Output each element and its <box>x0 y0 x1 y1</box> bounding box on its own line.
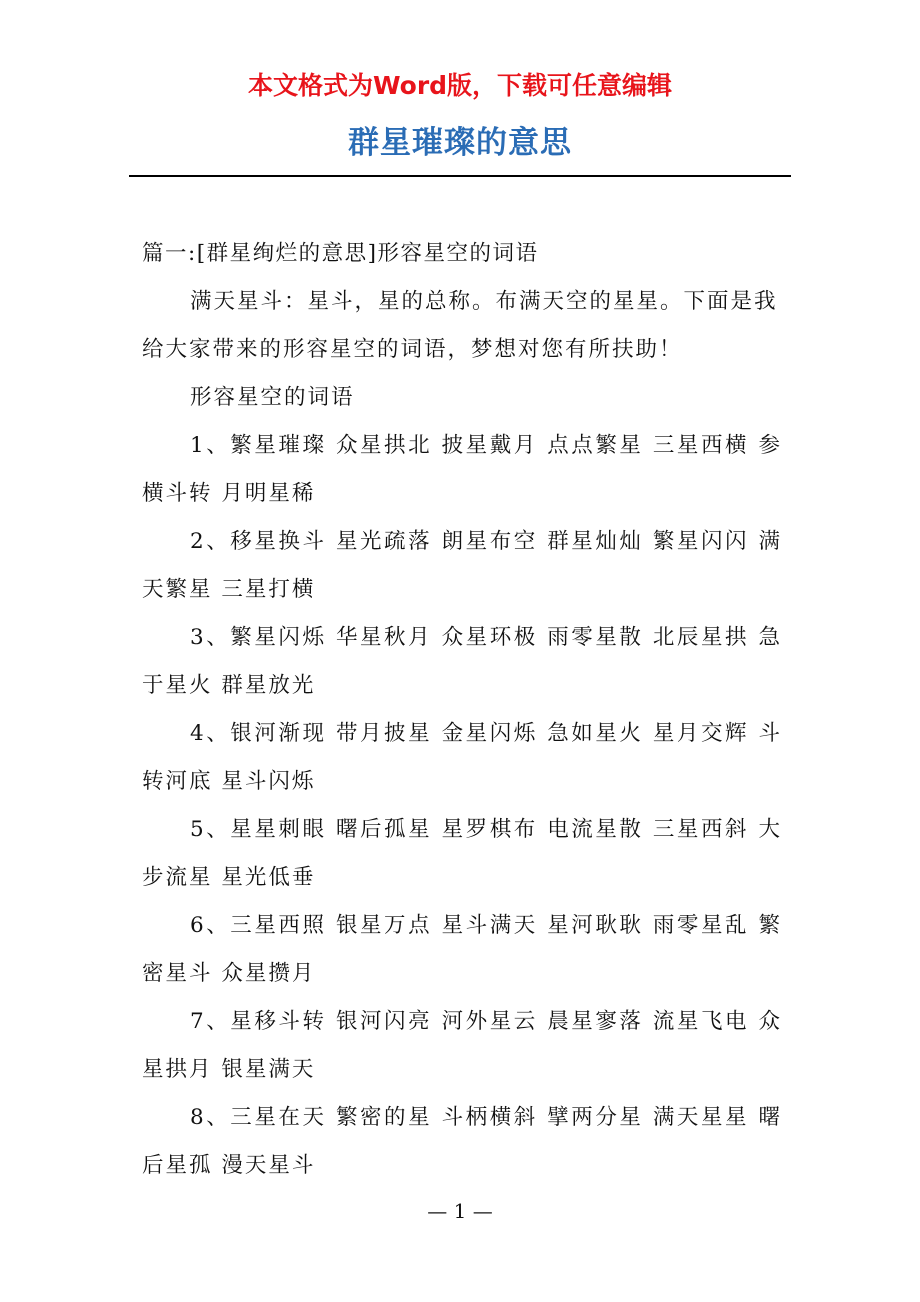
subheading: 形容星空的词语 <box>190 385 355 410</box>
page-number: — 1 — <box>427 1199 493 1223</box>
list-item: 5、星星刺眼 曙后孤星 星罗棋布 电流星散 三星西斜 大步流星 星光低垂 <box>142 817 782 890</box>
list-item: 8、三星在天 繁密的星 斗柄横斜 擘两分星 满天星星 曙后星孤 漫天星斗 <box>142 1105 782 1178</box>
title-divider <box>129 175 791 177</box>
list-item: 7、星移斗转 银河闪亮 河外星云 晨星寥落 流星飞电 众星拱月 银星满天 <box>142 1009 782 1082</box>
section-heading: 篇一:[群星绚烂的意思]形容星空的词语 <box>142 241 539 266</box>
list-item: 4、银河渐现 带月披星 金星闪烁 急如星火 星月交辉 斗转河底 星斗闪烁 <box>142 721 782 794</box>
list-item: 2、移星换斗 星光疏落 朗星布空 群星灿灿 繁星闪闪 满天繁星 三星打横 <box>142 529 782 602</box>
list-item: 1、繁星璀璨 众星拱北 披星戴月 点点繁星 三星西横 参横斗转 月明星稀 <box>142 433 782 506</box>
intro-paragraph: 满天星斗：星斗，星的总称。布满天空的星星。下面是我给大家带来的形容星空的词语，梦想对您有所扶助！ <box>142 289 778 362</box>
list-item: 3、繁星闪烁 华星秋月 众星环极 雨零星散 北辰星拱 急于星火 群星放光 <box>142 625 782 698</box>
page-title: 群星璀璨的意思 <box>348 125 572 161</box>
list-item: 6、三星西照 银星万点 星斗满天 星河耿耿 雨零星乱 繁密星斗 众星攒月 <box>142 913 782 986</box>
format-notice: 本文格式为Word版，下载可任意编辑 <box>247 71 673 100</box>
document-body <box>142 230 782 1190</box>
